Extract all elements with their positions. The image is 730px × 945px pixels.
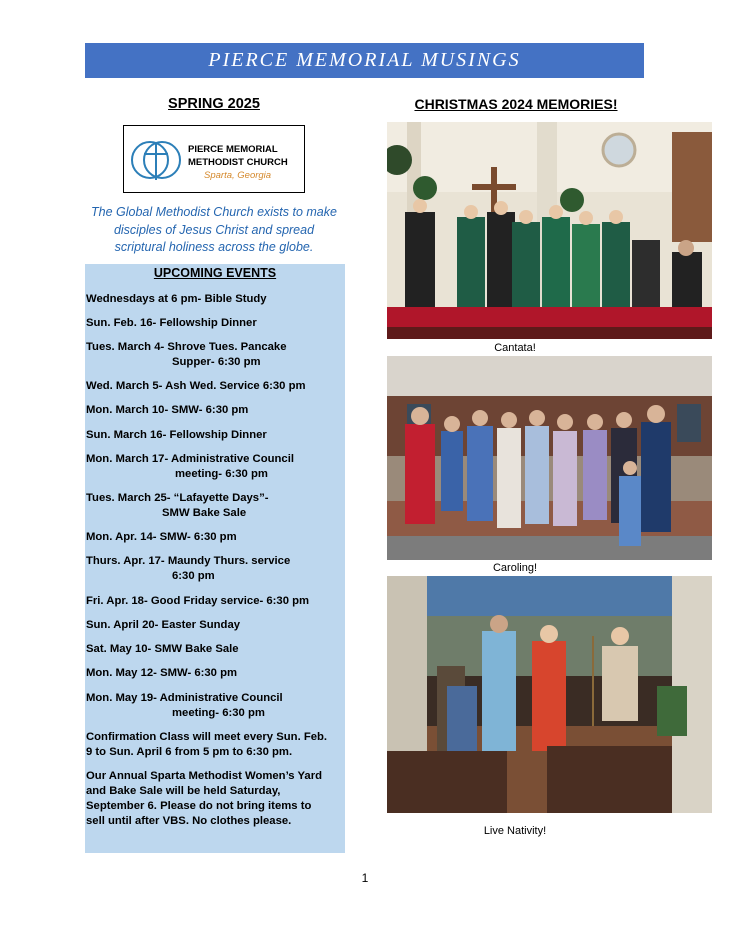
event-item: Mon. March 17- Administrative Council meeting- 6:30 pm — [86, 453, 294, 480]
event-item: Tues. March 4- Shrove Tues. Pancake Supper- 6:30 pm — [86, 341, 287, 368]
cantata-caption: Cantata! — [494, 342, 536, 354]
newsletter-banner — [85, 43, 644, 78]
logo-location: Sparta, Georgia — [204, 170, 272, 181]
mission-line: scriptural holiness across the globe. — [114, 240, 314, 254]
event-item: Tues. March 25- “Lafayette Days”- SMW Bake Sale — [86, 492, 269, 519]
event-item: Sat. May 10- SMW Bake Sale — [86, 643, 239, 655]
event-item: Wednesdays at 6 pm- Bible Study — [86, 293, 267, 305]
event-item: Thurs. Apr. 17- Maundy Thurs. service 6:30 pm — [86, 555, 291, 582]
event-item: Fri. Apr. 18- Good Friday service- 6:30 pm — [86, 595, 310, 607]
newsletter-title: PIERCE MEMORIAL MUSINGS — [208, 49, 521, 71]
event-item: Mon. May 19- Administrative Council meeting- 6:30 pm — [86, 692, 283, 719]
logo-text — [188, 143, 288, 182]
church-cross-flame-icon — [128, 132, 186, 188]
event-item: Sun. April 20- Easter Sunday — [86, 619, 241, 631]
event-item: Wed. March 5- Ash Wed. Service 6:30 pm — [86, 380, 306, 392]
live-nativity-caption: Live Nativity! — [483, 825, 547, 837]
caroling-photo — [387, 356, 712, 560]
event-item: Mon. May 12- SMW- 6:30 pm — [86, 667, 238, 679]
memories-heading: CHRISTMAS 2024 MEMORIES! — [414, 96, 618, 112]
events-title: UPCOMING EVENTS — [153, 266, 277, 280]
yard-sale-note: Our Annual Sparta Methodist Women’s Yard and Bake Sale will be held Saturday, September 6. Please do not bring items to sell until after VBS. No clothes please. — [86, 770, 323, 827]
church-logo — [123, 125, 305, 193]
mission-statement — [85, 204, 343, 257]
mission-line: disciples of Jesus Christ and spread — [113, 222, 315, 237]
event-item: Sun. Feb. 16- Fellowship Dinner — [86, 317, 257, 329]
event-item: Sun. March 16- Fellowship Dinner — [86, 429, 267, 441]
caroling-caption: Caroling! — [492, 562, 538, 574]
upcoming-events-panel — [85, 264, 345, 853]
mission-line: The Global Methodist Church exists to make — [91, 205, 337, 219]
cantata-photo — [387, 122, 712, 339]
event-item: Mon. Apr. 14- SMW- 6:30 pm — [86, 531, 237, 543]
season-heading: SPRING 2025 — [168, 96, 260, 112]
live-nativity-photo — [387, 576, 712, 813]
logo-line-2: METHODIST CHURCH — [188, 157, 288, 168]
logo-line-1: PIERCE MEMORIAL — [188, 144, 278, 155]
confirmation-note: Confirmation Class will meet every Sun. Feb. 9 to Sun. April 6 from 5 pm to 6:30 pm. — [86, 731, 328, 758]
page-number: 1 — [361, 871, 369, 885]
event-item: Mon. March 10- SMW- 6:30 pm — [86, 404, 249, 416]
